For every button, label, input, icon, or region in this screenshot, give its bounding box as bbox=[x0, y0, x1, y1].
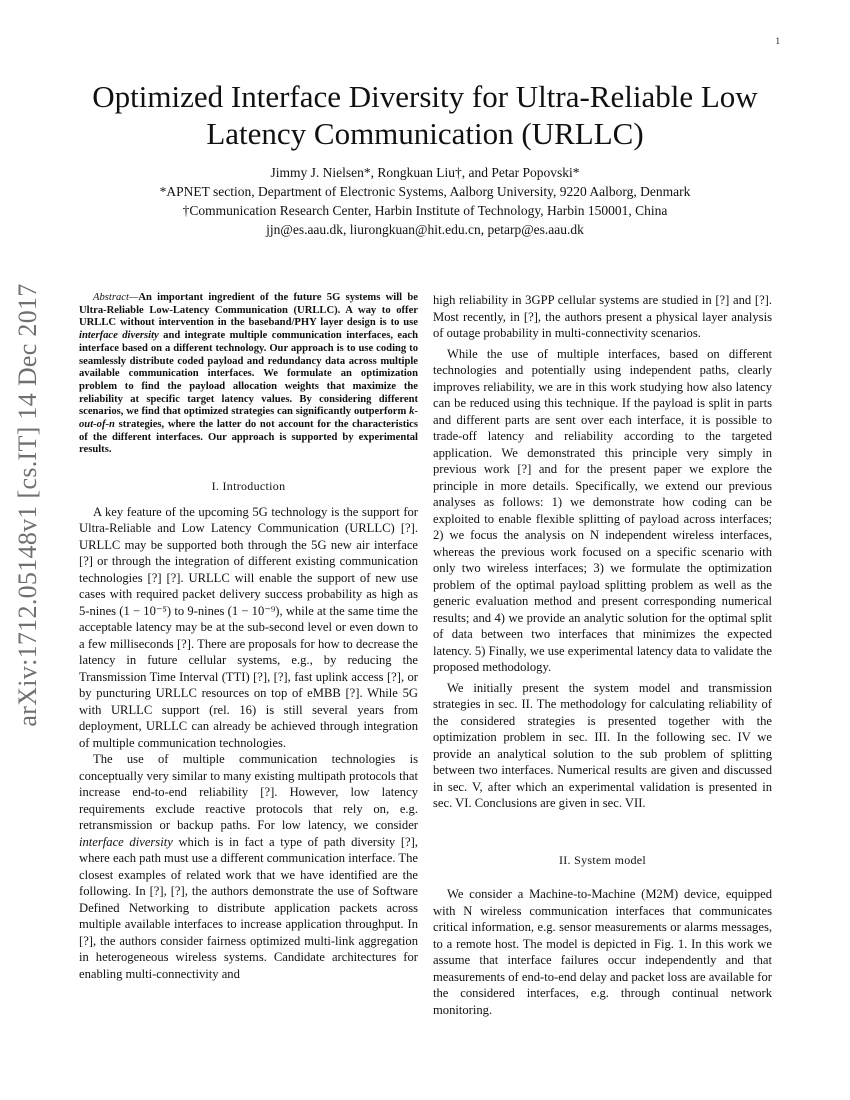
abstract-keyword-interface-diversity: interface diversity bbox=[79, 330, 159, 342]
arxiv-identifier: arXiv:1712.05148v1 [cs.IT] 14 Dec 2017 bbox=[12, 283, 42, 727]
system-model-paragraph-1: We consider a Machine-to-Machine (M2M) device, equipped with N wireless communication interfaces that communicates critical information, e.g. sensor measurements or alarms messages, to a remote host. The model is depicted in Fig. 1. In this work we assume that interface failures occur independently and that measurements of end-to-end delay and packet loss are available for the considered interfaces, e.g. through continual network monitoring. bbox=[433, 887, 772, 1017]
intro-paragraph-2 bbox=[79, 751, 418, 982]
intro-keyword-interface-diversity: interface diversity bbox=[79, 834, 173, 849]
intro-paragraph-4: While the use of multiple interfaces, based on different technologies and potentially using independent paths, clearly improves reliability, we are in this work studying how also latency can be reduced using this technique. If the payload is split in parts and different parts are sent over each interface, it is possible to trade-off latency and reliability according to the targeted application. We demonstrated this principle very simply in previous work [?] and for the present paper we explore the principle in more details. Specifically, we extend our previous analyses as follows: 1) we demonstrate how coding can be exploited to enable flexible splitting of payload across interfaces; 2) we focus the analysis on N independent wireless interfaces, whereas the previous work focused on a specific scenario with only two wireless interfaces; 3) we formulate the optimization problem of the optimal payload splitting problem as well as the generic evaluation method and present corresponding numerical results; and 4) we provide an analytic solution for the optimal split of data between two interfaces that minimizes the expected latency. 5) Finally, we use experimental latency data to validate the proposed methodology. bbox=[433, 346, 772, 674]
intro-paragraph-2-text-b: which is in fact a type of path diversity [?], where each path must use a different communication interface. The closest examples of related work that we have identified are the following. In [?], [?], the authors demonstrate the use of Software Defined Networking to distribute application packets across multiple available interfaces to increase application throughput. In [?], the authors consider fairness optimized multi-link aggregation in heterogeneous wireless systems. Candidate architectures for enabling multi-connectivity and bbox=[79, 834, 418, 981]
abstract-label: Abstract— bbox=[93, 292, 139, 303]
arxiv-side-stamp bbox=[0, 270, 55, 740]
intro-paragraph-2-text-a: The use of multiple communication technologies is conceptually very similar to many existing multipath protocols that increase end-to-end reliability [?]. However, low latency requirements exclude reactive protocols that rely on, e.g. retransmission or backup paths. For low latency, we consider bbox=[79, 752, 418, 833]
section-heading-system-model: II. System model bbox=[558, 852, 647, 867]
abstract bbox=[79, 292, 418, 457]
author-block bbox=[60, 163, 790, 239]
intro-paragraph-1: A key feature of the upcoming 5G technology is the support for Ultra-Reliable and Low Latency Communication (URLLC) [?]. URLLC may be supported both through the 5G new air interface [?] or through the integration of different existing communication technologies [?] [?]. URLLC will enable the support of new use cases with required packet delivery success probability as high as 5-nines (1 − 10⁻⁵) to 9-nines (1 − 10⁻⁹), while at the same time the acceptable latency may be at the sub-second level or even down to a few milliseconds [?]. There are proposals for how to decrease the latency in future cellular systems, e.g., by reducing the Transmission Time Interval (TTI) [?], [?], fast uplink access [?], or by puncturing URLLC resources on top of eMBB [?]. While 5G with URLLC support (rel. 16) is still several years from deployment, URLLC can already be achieved through integration of multiple communication technologies. bbox=[79, 504, 418, 750]
left-column bbox=[79, 292, 418, 982]
affiliation-harbin: †Communication Research Center, Harbin Institute of Technology, Harbin 150001, China bbox=[182, 203, 668, 218]
section-heading-introduction: I. Introduction bbox=[211, 479, 286, 494]
intro-paragraph-3: high reliability in 3GPP cellular systems are studied in [?] and [?]. Most recently, in [?], the authors present a physical layer analysis of outage probability in multi-connectivity scenarios. bbox=[433, 293, 772, 340]
right-column bbox=[433, 292, 772, 1018]
abstract-text-2: and integrate multiple communication interfaces, each interface based on a different technology. Our approach is to use coding to seamlessly distribute coded payload and redundancy data across multiple available communication interfaces. We formulate an optimization problem to find the payload allocation weights that maximize the reliability at specific target latency values. By considering different scenarios, we find that optimized strategies can significantly outperform bbox=[79, 330, 418, 418]
page-number: 1 bbox=[775, 36, 780, 46]
intro-paragraph-5: We initially present the system model and transmission strategies in sec. II. The methodology for calculating reliability of the considered strategies is presented together with the optimization problem in sec. III. In the following sec. IV we provide an analytical solution to the sub problem of splitting between two interfaces. Numerical results are given and discussed in sec. V, after which an experimental validation is presented in sec. VI. Conclusions are given in sec. VII. bbox=[433, 680, 772, 810]
abstract-text-3: strategies, where the latter do not account for the characteristics of the different interfaces. Our approach is supported by experimental results. bbox=[79, 419, 418, 456]
email-list: jjn@es.aau.dk, liurongkuan@hit.edu.cn, petarp@es.aau.dk bbox=[266, 222, 584, 237]
affiliation-aalborg: *APNET section, Department of Electronic Systems, Aalborg University, 9220 Aalborg, Denmark bbox=[159, 184, 691, 199]
abstract-text-1: An important ingredient of the future 5G systems will be Ultra-Reliable Low-Latency Communication (URLLC). A way to offer URLLC without intervention in the baseband/PHY layer design is to use bbox=[79, 292, 418, 329]
paper-title: Optimized Interface Diversity for Ultra-Reliable Low Latency Communication (URLLC) bbox=[92, 79, 758, 151]
author-list: Jimmy J. Nielsen*, Rongkuan Liu†, and Petar Popovski* bbox=[270, 165, 580, 180]
abstract-keyword-k-out-of-n: k-out-of-n bbox=[79, 406, 418, 431]
